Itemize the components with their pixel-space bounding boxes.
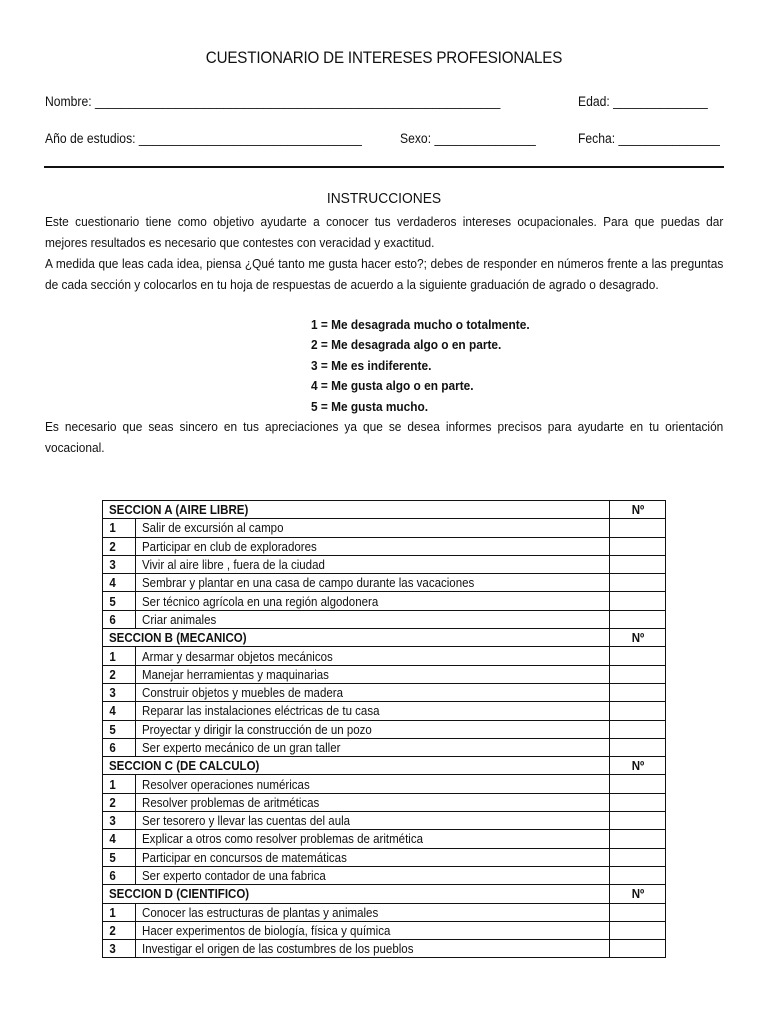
scale-item: 2 = Me desagrada algo o en parte.	[311, 337, 502, 353]
answer-column-header	[610, 501, 666, 519]
item-number	[103, 592, 136, 610]
item-number	[103, 866, 136, 884]
item-statement-text: Sembrar y plantar en una casa de campo durante las vacaciones	[142, 575, 475, 591]
item-number	[103, 574, 136, 592]
item-statement	[136, 519, 610, 537]
item-statement-text: Hacer experimentos de biología, física y química	[142, 922, 391, 938]
item-statement-text: Resolver problemas de aritméticas	[142, 794, 320, 810]
table-row	[103, 592, 666, 610]
item-number-text: 2	[109, 794, 116, 810]
study-year-field[interactable]: Año de estudios: _________________________________	[45, 131, 362, 146]
item-statement	[136, 775, 610, 793]
item-number	[103, 903, 136, 921]
item-statement-text: Ser experto contador de una fabrica	[142, 868, 326, 884]
section-title-text: SECCION B (MECANICO)	[109, 630, 247, 646]
item-number-text: 5	[109, 593, 116, 609]
item-number-text: 4	[109, 575, 116, 591]
item-statement-text: Ser técnico agrícola en una región algodonera	[142, 593, 379, 609]
item-statement-text: Resolver operaciones numéricas	[142, 776, 310, 792]
answer-cell[interactable]	[610, 647, 666, 665]
item-statement	[136, 830, 610, 848]
item-number	[103, 812, 136, 830]
table-row	[103, 921, 666, 939]
item-number-text: 4	[109, 831, 116, 847]
table-row	[103, 537, 666, 555]
item-statement-text: Reparar las instalaciones eléctricas de tu casa	[142, 703, 380, 719]
answer-cell[interactable]	[610, 812, 666, 830]
answer-cell[interactable]	[610, 519, 666, 537]
table-row	[103, 720, 666, 738]
instructions-text-3: Es necesario que seas sincero en tus apreciaciones ya que se desea informes precisos para ayudarte en tu orientación vocacional.	[45, 419, 724, 455]
item-number-text: 6	[109, 611, 116, 627]
answer-cell[interactable]	[610, 903, 666, 921]
item-number-text: 3	[109, 557, 116, 573]
answer-cell[interactable]	[610, 610, 666, 628]
answer-column-label: Nº	[631, 886, 644, 902]
scale-item: 5 = Me gusta mucho.	[311, 398, 429, 414]
item-statement-text: Conocer las estructuras de plantas y animales	[142, 904, 379, 920]
table-row	[103, 738, 666, 756]
table-row	[103, 940, 666, 958]
item-statement	[136, 720, 610, 738]
answer-column-label: Nº	[631, 630, 644, 646]
header-divider	[44, 166, 724, 168]
item-number	[103, 610, 136, 628]
item-number-text: 3	[109, 813, 116, 829]
item-statement-text: Vivir al aire libre , fuera de la ciudad	[142, 557, 325, 573]
scale-item: 3 = Me es indiferente.	[311, 357, 432, 373]
item-statement	[136, 793, 610, 811]
instructions-paragraph-3	[45, 416, 723, 458]
item-number	[103, 519, 136, 537]
item-number-text: 1	[109, 904, 116, 920]
answer-cell[interactable]	[610, 683, 666, 701]
item-statement-text: Participar en concursos de matemáticas	[142, 849, 347, 865]
item-statement	[136, 940, 610, 958]
answer-cell[interactable]	[610, 537, 666, 555]
item-number	[103, 555, 136, 573]
item-number	[103, 720, 136, 738]
section-title	[103, 629, 610, 647]
item-number	[103, 848, 136, 866]
item-number-text: 2	[109, 922, 116, 938]
item-statement-text: Ser tesorero y llevar las cuentas del aula	[142, 813, 351, 829]
answer-cell[interactable]	[610, 848, 666, 866]
table-row	[103, 866, 666, 884]
answer-cell[interactable]	[610, 574, 666, 592]
table-row	[103, 702, 666, 720]
table-row	[103, 665, 666, 683]
table-row	[103, 830, 666, 848]
item-statement	[136, 921, 610, 939]
item-number-text: 5	[109, 721, 116, 737]
item-statement	[136, 592, 610, 610]
item-number-text: 3	[109, 941, 116, 957]
item-number-text: 6	[109, 868, 116, 884]
item-number-text: 4	[109, 703, 116, 719]
item-statement-text: Investigar el origen de las costumbres de los pueblos	[142, 941, 414, 957]
name-field[interactable]: Nombre: ____________________________________________________________	[45, 94, 501, 109]
section-title	[103, 885, 610, 903]
item-number	[103, 775, 136, 793]
date-field[interactable]: Fecha: _______________	[578, 131, 720, 146]
item-statement-text: Explicar a otros como resolver problemas de aritmética	[142, 831, 424, 847]
instructions-paragraph-1	[45, 211, 723, 253]
section-header-row	[103, 629, 666, 647]
item-statement-text: Salir de excursión al campo	[142, 520, 284, 536]
item-statement	[136, 866, 610, 884]
answer-cell[interactable]	[610, 830, 666, 848]
item-statement	[136, 702, 610, 720]
item-statement-text: Ser experto mecánico de un gran taller	[142, 740, 341, 755]
item-number	[103, 683, 136, 701]
rating-scale	[311, 315, 530, 417]
item-number-text: 5	[109, 849, 116, 865]
answer-cell[interactable]	[610, 793, 666, 811]
instructions-paragraph-2	[45, 253, 723, 295]
table-row	[103, 812, 666, 830]
table-row	[103, 555, 666, 573]
item-statement-text: Armar y desarmar objetos mecánicos	[142, 648, 333, 664]
item-number-text: 1	[109, 520, 116, 536]
section-title-text: SECCION D (CIENTIFICO)	[109, 886, 250, 902]
answer-cell[interactable]	[610, 738, 666, 756]
item-statement	[136, 574, 610, 592]
answer-cell[interactable]	[610, 775, 666, 793]
answer-cell[interactable]	[610, 592, 666, 610]
item-number-text: 6	[109, 740, 116, 755]
table-row	[103, 775, 666, 793]
item-statement	[136, 683, 610, 701]
item-number-text: 1	[109, 776, 116, 792]
item-statement-text: Participar en club de exploradores	[142, 538, 317, 554]
answer-column-label: Nº	[631, 502, 644, 518]
item-number	[103, 940, 136, 958]
instructions-text-1: Este cuestionario tiene como objetivo ayudarte a conocer tus verdaderos intereses ocupacionales. Para que puedas dar mejores resultados es necesario que contestes con veracidad y exactitud.	[45, 214, 724, 250]
section-header-row	[103, 757, 666, 775]
table-row	[103, 848, 666, 866]
age-field[interactable]: Edad: ______________	[578, 94, 708, 109]
section-title-text: SECCION A (AIRE LIBRE)	[109, 502, 249, 518]
item-statement	[136, 610, 610, 628]
scale-item: 4 = Me gusta algo o en parte.	[311, 378, 474, 394]
section-title	[103, 501, 610, 519]
item-number	[103, 537, 136, 555]
item-number	[103, 702, 136, 720]
table-row	[103, 574, 666, 592]
item-number	[103, 665, 136, 683]
answer-cell[interactable]	[610, 555, 666, 573]
answer-cell[interactable]	[610, 702, 666, 720]
answer-column-header	[610, 757, 666, 775]
table-row	[103, 519, 666, 537]
section-header-row	[103, 885, 666, 903]
instructions-text-2: A medida que leas cada idea, piensa ¿Qué tanto me gusta hacer esto?; debes de responder en números frente a las preguntas de cada sección y colocarlos en tu hoja de respuestas de acuerdo a la siguiente graduación de agrado o desagrado.	[45, 256, 724, 292]
item-statement-text: Proyectar y dirigir la construcción de un pozo	[142, 721, 372, 737]
answer-cell[interactable]	[610, 866, 666, 884]
questionnaire-table	[102, 500, 666, 958]
item-number	[103, 830, 136, 848]
item-number	[103, 793, 136, 811]
answer-column-label: Nº	[631, 758, 644, 774]
page-title: CUESTIONARIO DE INTERESES PROFESIONALES	[205, 49, 563, 67]
item-statement-text: Criar animales	[142, 611, 217, 627]
table-row	[103, 793, 666, 811]
item-number	[103, 647, 136, 665]
item-statement	[136, 903, 610, 921]
table-row	[103, 903, 666, 921]
item-statement	[136, 665, 610, 683]
item-statement	[136, 647, 610, 665]
answer-cell[interactable]	[610, 665, 666, 683]
item-statement	[136, 555, 610, 573]
table-row	[103, 647, 666, 665]
item-statement-text: Manejar herramientas y maquinarias	[142, 666, 329, 682]
item-statement	[136, 738, 610, 756]
section-title-text: SECCION C (DE CALCULO)	[109, 758, 260, 774]
table-row	[103, 683, 666, 701]
item-number	[103, 738, 136, 756]
item-statement	[136, 848, 610, 866]
scale-item: 1 = Me desagrada mucho o totalmente.	[311, 317, 530, 332]
answer-column-header	[610, 885, 666, 903]
answer-cell[interactable]	[610, 921, 666, 939]
item-statement	[136, 537, 610, 555]
table-row	[103, 610, 666, 628]
section-title	[103, 757, 610, 775]
item-statement-text: Construir objetos y muebles de madera	[142, 685, 344, 701]
item-number-text: 1	[109, 648, 116, 664]
answer-cell[interactable]	[610, 940, 666, 958]
item-number-text: 2	[109, 538, 116, 554]
section-header-row	[103, 501, 666, 519]
answer-cell[interactable]	[610, 720, 666, 738]
answer-column-header	[610, 629, 666, 647]
item-number	[103, 921, 136, 939]
item-number-text: 2	[109, 666, 116, 682]
sex-field[interactable]: Sexo: _______________	[400, 131, 536, 146]
item-number-text: 3	[109, 685, 116, 701]
item-statement	[136, 812, 610, 830]
instructions-heading: INSTRUCCIONES	[326, 190, 442, 207]
